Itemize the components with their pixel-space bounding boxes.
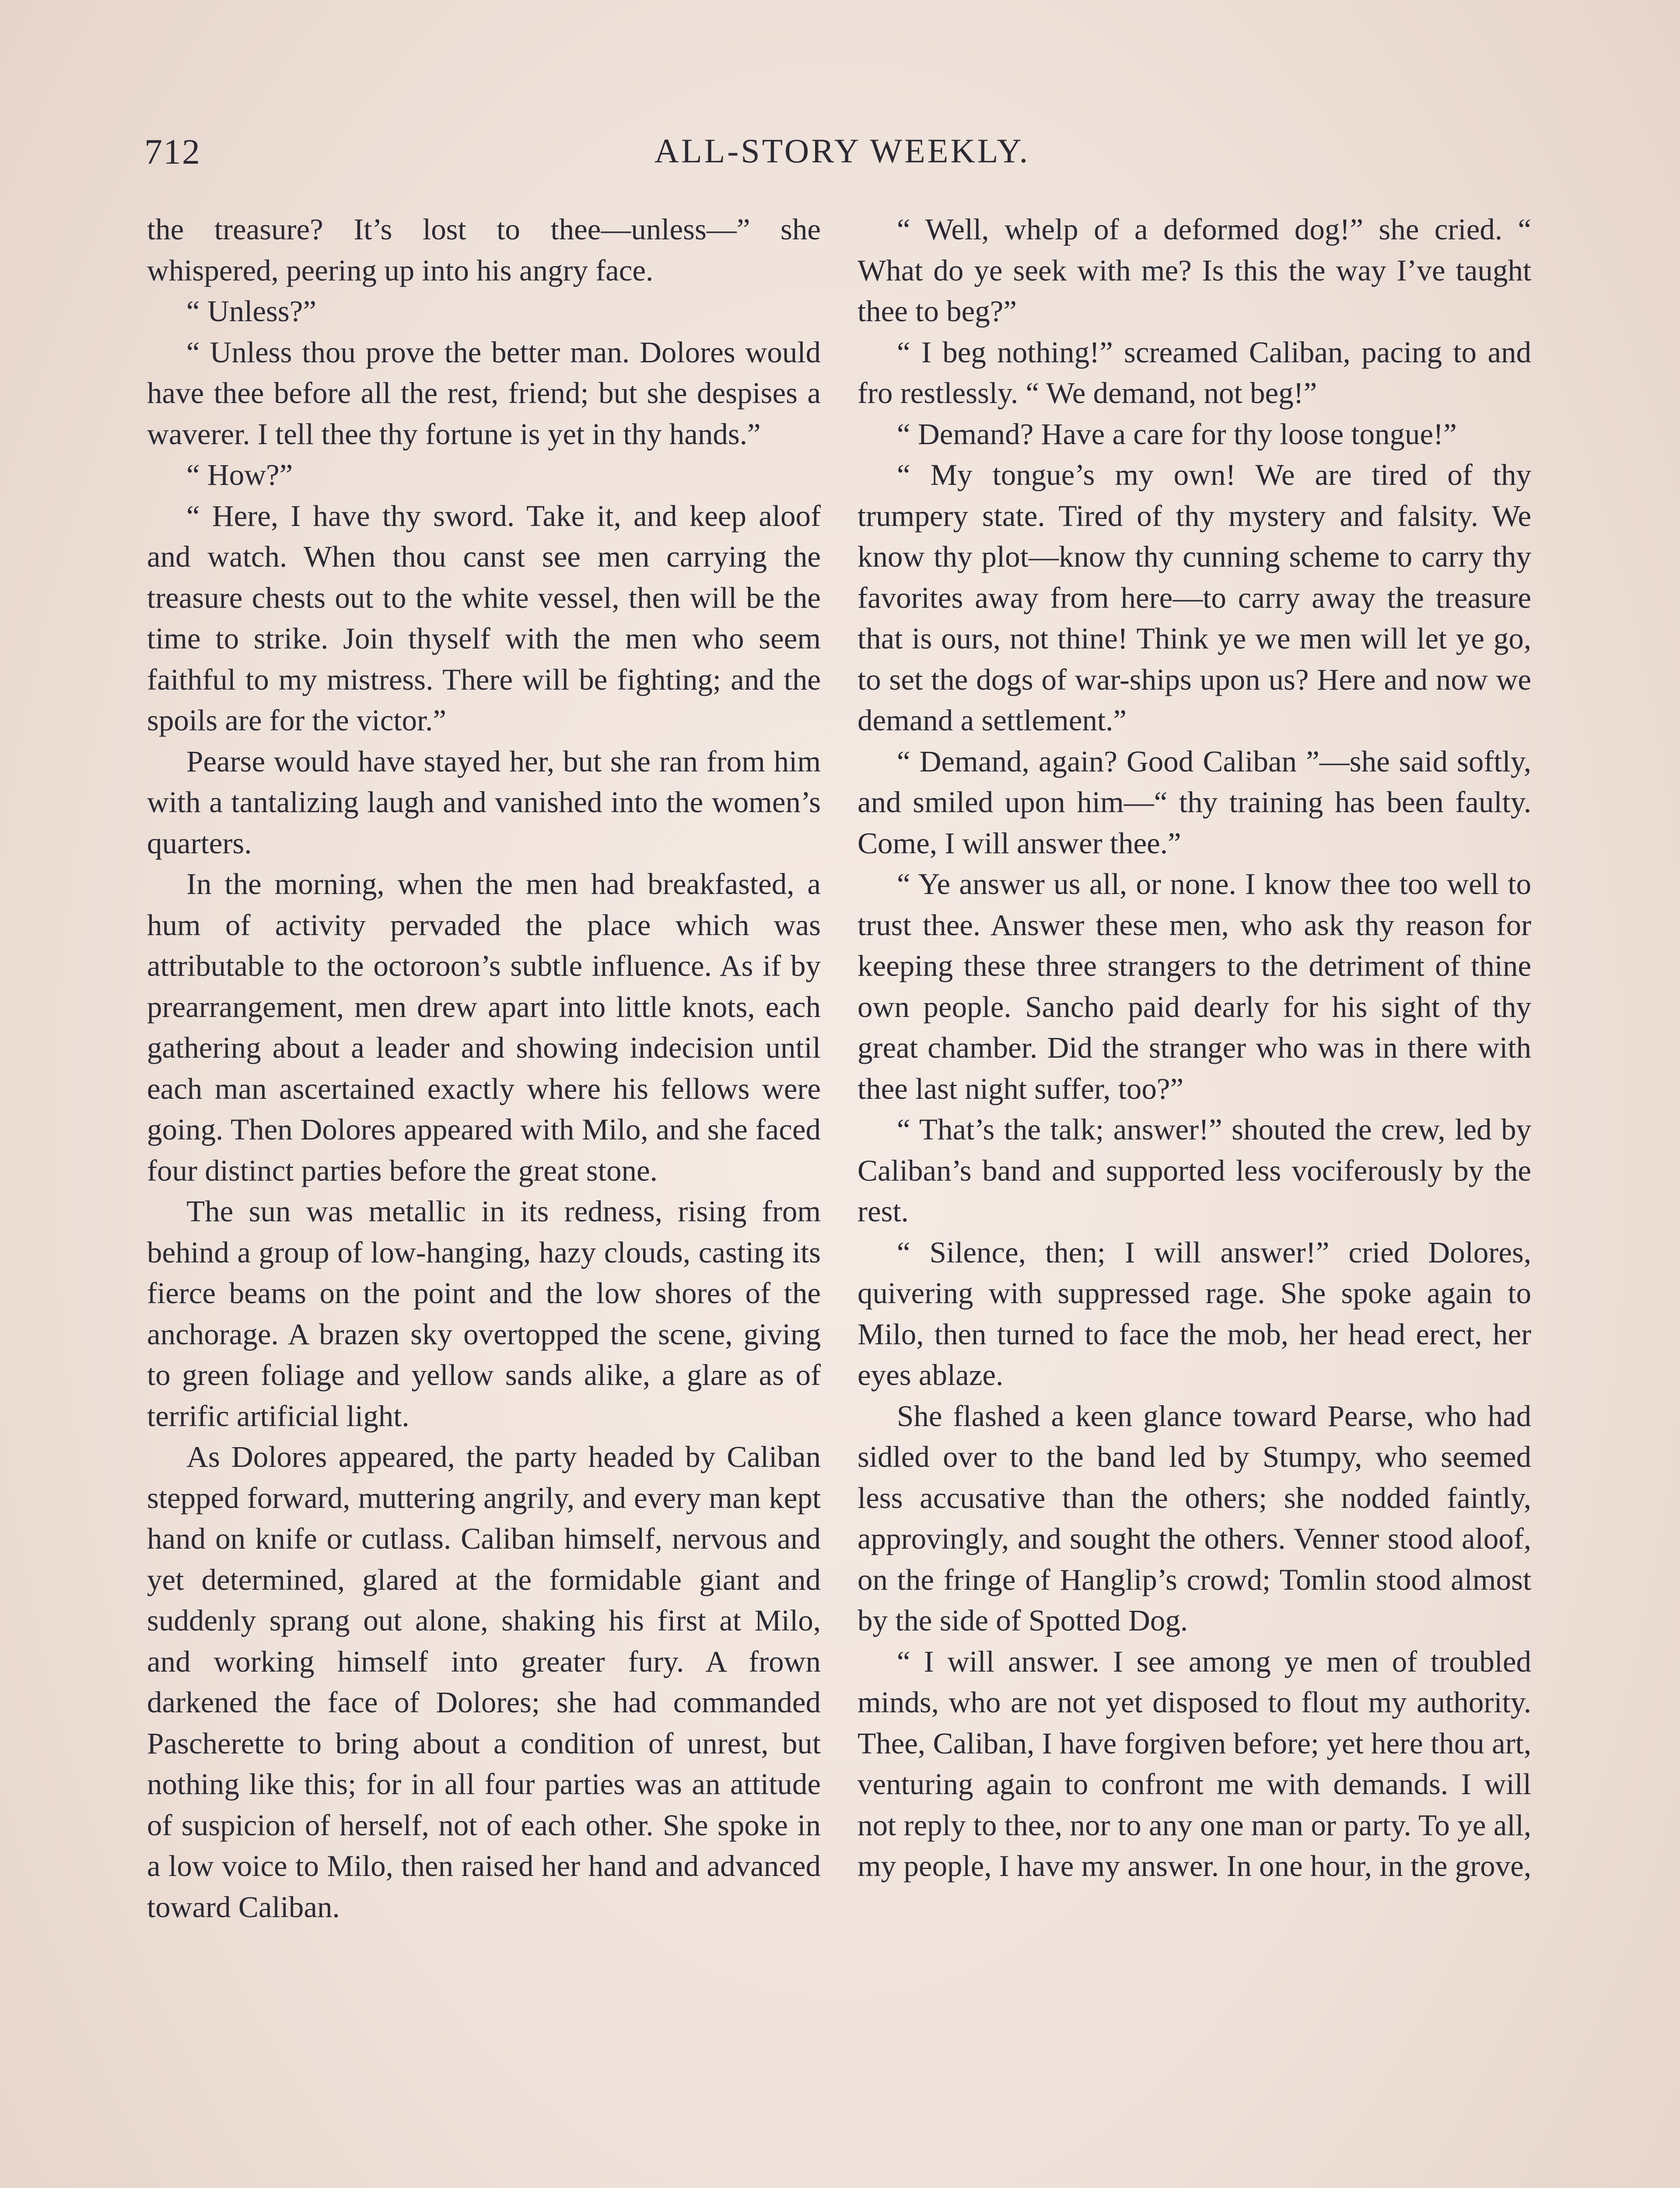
paragraph: “ Demand? Have a care for thy loose tongue!” [897,417,1457,451]
paragraph: The sun was metallic in its redness, rising from behind a group of low-hanging, hazy clouds, casting its fierce beams on the point and the low shores of the anchorage. A brazen sky overtopped the scene, giving to green foliage and yellow sands alike, a glare as of terrific artificial light. [147,1195,821,1433]
paragraph: “ Unless?” [186,295,316,328]
paragraph: the treasure? It’s lost to thee—unless—” she whispered, peering up into his angry face. [147,213,821,287]
paragraph: “ I will answer. I see among ye men of troubled minds, who are not yet disposed to flout my authority. Thee, Caliban, I have forgiven before; yet here thou art, venturing again to confront me with demands. I will not reply to thee, nor to any one man or party. To ye all, my people, I have my answer. In one hour, in the grove, [858,1645,1531,1883]
paragraph: “ How?” [186,458,293,491]
paragraph: “ Demand, again? Good Caliban ”—she said softly, and smiled upon him—“ thy training has been faulty. Come, I will answer thee.” [858,744,1531,860]
paragraph: As Dolores appeared, the party headed by Caliban stepped forward, muttering angrily, and every man kept hand on knife or cutlass. Caliban himself, nervous and yet determined, glared at the formidable giant and suddenly sprang out alone, shaking his first at Milo, and working himself into greater fury. A frown darkened the face of Dolores; she had commanded Pascherette to bring about a condition of unrest, but nothing like this; for in all four parties was an attitude of suspicion of herself, not of each other. She spoke in a low voice to Milo, then raised her hand and advanced toward Caliban. [147,1440,821,1924]
paragraph: “ My tongue’s my own! We are tired of thy trumpery state. Tired of thy mystery and falsity. We know thy plot—know thy cunning scheme to carry thy favorites away from here—to carry away the treasure that is ours, not thine! Think ye we men will let ye go, to set the dogs of war-ships upon us? Here and now we demand a settlement.” [858,458,1531,737]
paragraph: Pearse would have stayed her, but she ran from him with a tantalizing laugh and vanished into the women’s quarters. [147,744,821,860]
paragraph: “ Ye answer us all, or none. I know thee too well to trust thee. Answer these men, who ask thy reason for keeping these three strangers to the detriment of thine own people. Sancho paid dearly for his sight of thy great chamber. Did the stranger who was in there with thee last night suffer, too?” [858,867,1531,1105]
page-header [144,131,1540,179]
page-number: 712 [144,132,201,172]
paragraph: “ Well, whelp of a deformed dog!” she cried. “ What do ye seek with me? Is this the way I’ve taught thee to beg?” [858,213,1531,328]
right-column [858,209,1531,1887]
left-column [147,209,821,1928]
paragraph: “ Silence, then; I will answer!” cried Dolores, quivering with suppressed rage. She spoke again to Milo, then turned to face the mob, her head erect, her eyes ablaze. [858,1235,1531,1392]
paragraph: “ Here, I have thy sword. Take it, and keep aloof and watch. When thou canst see men carrying the treasure chests out to the white vessel, then will be the time to strike. Join thyself with the men who seem faithful to my mistress. There will be fighting; and the spoils are for the victor.” [147,499,821,737]
paragraph: “ That’s the talk; answer!” shouted the crew, led by Caliban’s band and supported less vociferously by the rest. [858,1113,1531,1228]
paragraph: She flashed a keen glance toward Pearse, who had sidled over to the band led by Stumpy, who seemed less accusative than the others; she nodded faintly, approvingly, and sought the others. Venner stood aloof, on the fringe of Hanglip’s crowd; Tomlin stood almost by the side of Spotted Dog. [858,1399,1531,1637]
paragraph: In the morning, when the men had breakfasted, a hum of activity pervaded the place which was attributable to the octoroon’s subtle influence. As if by prearrangement, men drew apart into little knots, each gathering about a leader and showing indecision until each man ascertained exactly where his fellows were going. Then Dolores appeared with Milo, and she faced four distinct parties before the great stone. [147,867,821,1187]
running-title: ALL-STORY WEEKLY. [654,132,1030,170]
paragraph: “ I beg nothing!” screamed Caliban, pacing to and fro restlessly. “ We demand, not beg!” [858,335,1531,410]
paragraph: “ Unless thou prove the better man. Dolores would have thee before all the rest, friend; but she despises a waverer. I tell thee thy fortune is yet in thy hands.” [147,335,821,451]
